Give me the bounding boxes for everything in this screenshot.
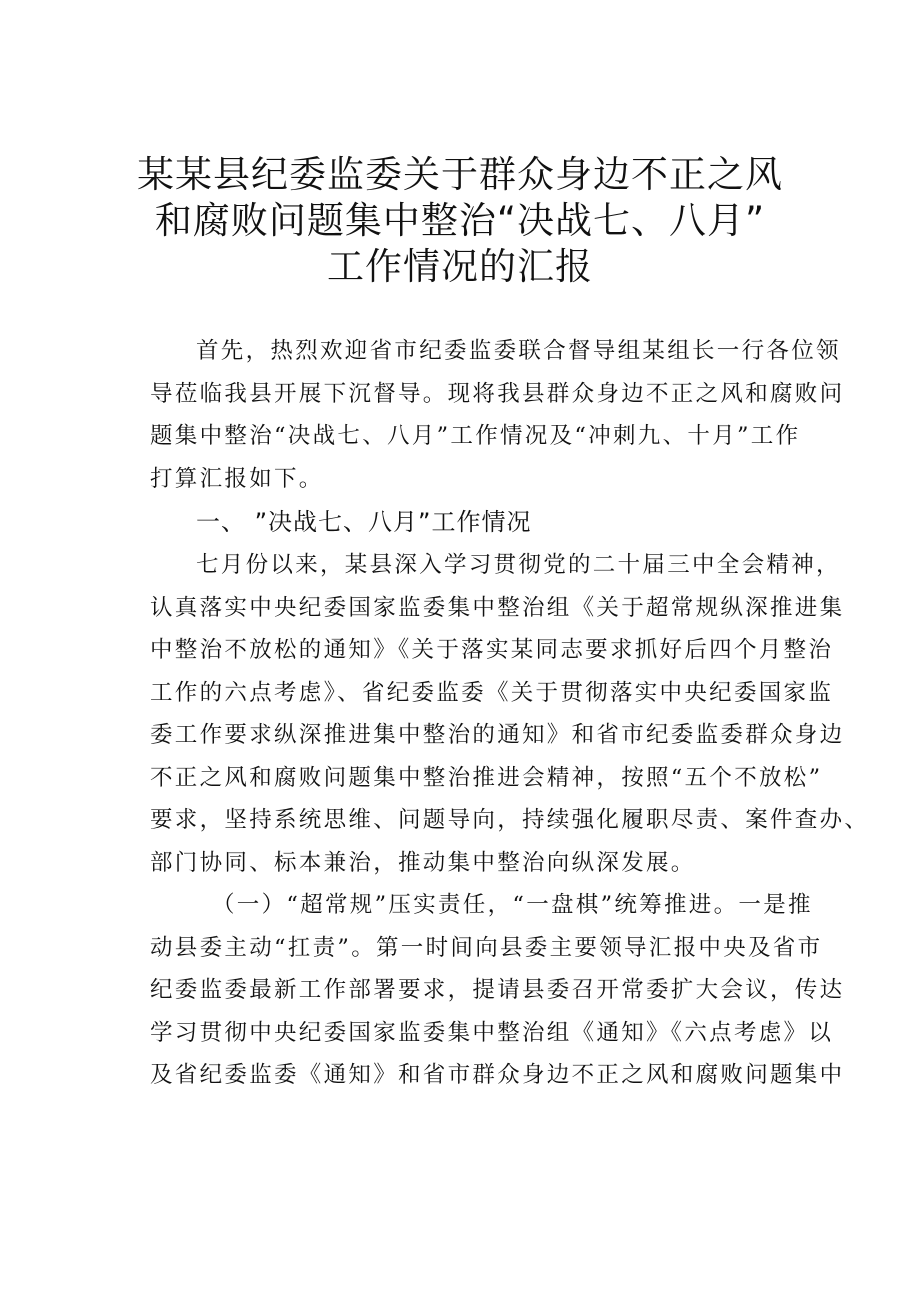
intro-line: 题集中整治“决战七、八月”工作情况及“冲刺九、十月”工作: [150, 423, 801, 449]
subsection-line: （一）“超常规”压实责任，“一盘棋”统筹推进。一是推: [212, 892, 813, 918]
section-line: 工作的六点考虑》、省纪委监委《关于贯彻落实中央纪委国家监: [150, 679, 834, 706]
subsection-line: 学习贯彻中央纪委国家监委集中整治组《通知》《六点考虑》以: [150, 1019, 834, 1046]
document-body: [150, 330, 870, 1097]
section-line: 中整治不放松的通知》《关于落实某同志要求抓好后四个月整治: [150, 637, 834, 663]
section-line: 七月份以来，某县深入学习贯彻党的二十届三中全会精神，: [196, 552, 841, 578]
title-line-1: 某某县纪委监委关于群众身边不正之风: [137, 153, 783, 196]
section-line: 认真落实中央纪委国家监委集中整治组《关于超常规纵深推进集: [150, 594, 845, 621]
subsection-line: 动县委主动“扛责”。第一时间向县委主要领导汇报中央及省市: [150, 934, 823, 961]
intro-line: 首先，热烈欢迎省市纪委监委联合督导组某组长一行各位领: [196, 338, 841, 364]
title-line-2: 和腐败问题集中整治“决战七、八月”: [154, 199, 766, 242]
section-line: 委工作要求纵深推进集中整治的通知》和省市纪委监委群众身边: [150, 722, 845, 748]
intro-line: 打算汇报如下。: [150, 465, 324, 492]
subsection-line: 及省纪委监委《通知》和省市群众身边不正之风和腐败问题集中: [150, 1062, 845, 1088]
section-line: 不正之风和腐败问题集中整治推进会精神，按照“五个不放松”: [150, 764, 823, 791]
intro-line: 导莅临我县开展下沉督导。现将我县群众身边不正之风和腐败问: [150, 380, 845, 407]
intro-paragraph: [150, 330, 845, 500]
subsection-line: 纪委监委最新工作部署要求，提请县委召开常委扩大会议，传达: [150, 977, 845, 1003]
subsection-paragraph: [150, 884, 845, 1097]
document-title: [0, 152, 920, 290]
section-heading: 一、 ”决战七、八月”工作情况: [196, 508, 532, 536]
title-line-3: 工作情况的汇报: [327, 245, 593, 288]
section-line: 部门协同、标本兼治，推动集中整治向纵深发展。: [150, 849, 696, 876]
section-line: 要求，坚持系统思维、问题导向，持续强化履职尽责、案件查办、: [150, 807, 870, 833]
section-paragraph: [150, 544, 870, 884]
